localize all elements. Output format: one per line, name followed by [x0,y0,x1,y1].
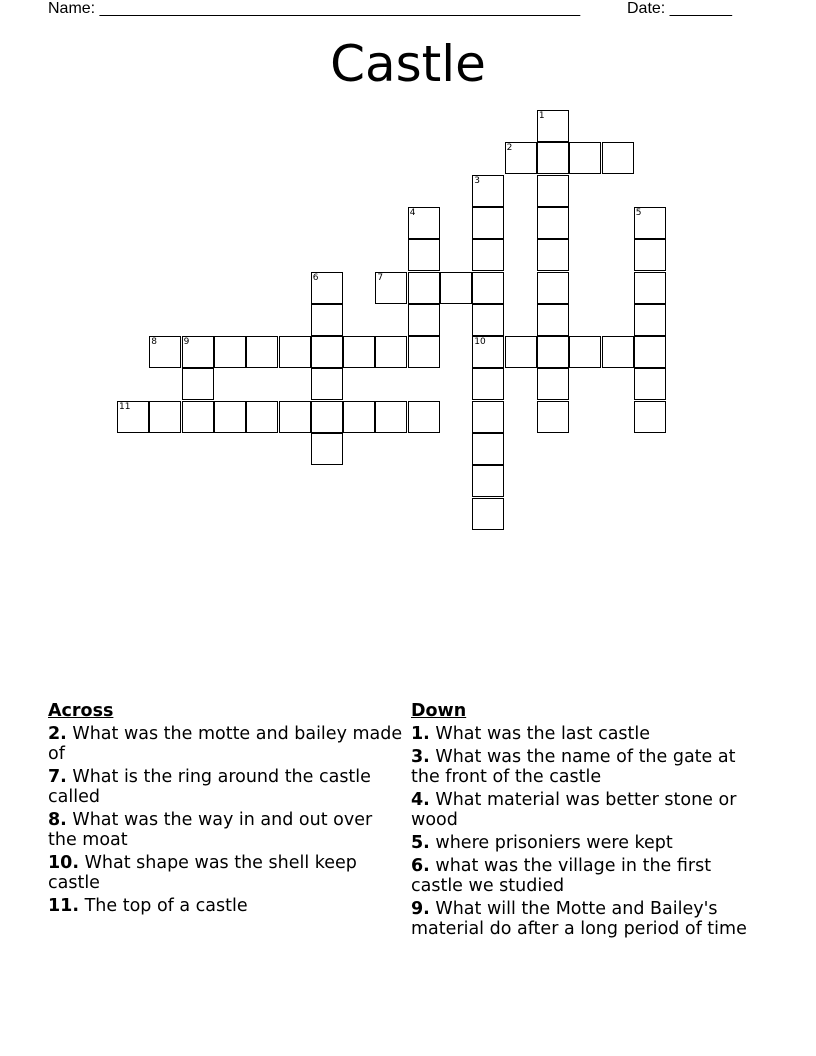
crossword-cell[interactable] [472,401,504,433]
crossword-cell[interactable] [279,336,311,368]
clue-text: What was the name of the gate at the front of the castle [411,747,736,787]
clue-text: What shape was the shell keep castle [48,853,357,893]
down-clue [411,790,766,830]
crossword-cell[interactable] [149,401,181,433]
crossword-cell[interactable] [472,272,504,304]
clue-number-label: 7 [377,272,384,283]
crossword-cell[interactable] [537,142,569,174]
clue-number: 11. [48,896,80,916]
across-clues [48,701,403,919]
clue-text: What is the ring around the castle called [48,767,371,807]
crossword-cell[interactable] [634,272,666,304]
crossword-cell[interactable] [634,239,666,271]
crossword-cell[interactable] [408,239,440,271]
across-clue [48,810,403,850]
name-line[interactable]: ______________________________________________________ [99,0,581,17]
crossword-cell[interactable] [602,142,634,174]
crossword-cell[interactable] [246,401,278,433]
clue-number-label: 9 [183,337,190,348]
clue-number: 6. [411,856,430,876]
date-label: Date: [627,0,666,17]
crossword-cell[interactable] [311,304,343,336]
crossword-cell[interactable] [246,336,278,368]
crossword-cell[interactable] [634,336,666,368]
crossword-cell[interactable] [472,368,504,400]
clue-number-label: 8 [151,337,158,348]
crossword-cell[interactable] [408,304,440,336]
clue-text: What was the way in and out over the moat [48,810,373,850]
clue-text: What material was better stone or wood [411,790,737,830]
clue-number-label: 10 [474,337,486,348]
crossword-cell[interactable] [634,368,666,400]
clue-text: what was the village in the first castle we studied [411,856,712,896]
down-clues [411,701,766,942]
crossword-cell[interactable] [569,142,601,174]
crossword-cell[interactable] [472,207,504,239]
clue-number: 2. [48,724,67,744]
clue-number-label: 4 [409,207,416,218]
crossword-cell[interactable] [343,401,375,433]
down-clue [411,833,766,853]
crossword-cell[interactable] [343,336,375,368]
crossword-cell[interactable] [472,433,504,465]
clue-text: What was the last castle [435,724,651,744]
clue-number-label: 2 [506,143,513,154]
crossword-cell[interactable] [279,401,311,433]
clue-number: 3. [411,747,430,767]
crossword-cell[interactable] [375,401,407,433]
crossword-cell[interactable] [537,272,569,304]
across-clue [48,853,403,893]
crossword-cell[interactable] [634,304,666,336]
clue-number-label: 3 [474,175,481,186]
crossword-cell[interactable] [214,336,246,368]
crossword-cell[interactable] [408,272,440,304]
across-clue [48,896,403,916]
crossword-cell[interactable] [537,336,569,368]
crossword-cell[interactable] [537,175,569,207]
date-line[interactable]: _______ [669,0,732,17]
crossword-cell[interactable] [472,465,504,497]
crossword-cell[interactable] [602,336,634,368]
crossword-cell[interactable] [375,336,407,368]
crossword-cell[interactable] [311,433,343,465]
clue-text: What was the motte and bailey made of [48,724,403,764]
clue-number: 8. [48,810,67,830]
crossword-cell[interactable] [537,401,569,433]
clue-text: The top of a castle [84,896,248,916]
clue-number: 9. [411,899,430,919]
crossword-cell[interactable] [472,239,504,271]
name-label: Name: [48,0,96,17]
clue-number-label: 1 [538,111,545,121]
down-clue [411,747,766,787]
crossword-cell[interactable] [537,207,569,239]
clue-number: 7. [48,767,67,787]
crossword-cell[interactable] [214,401,246,433]
crossword-cell[interactable] [569,336,601,368]
down-clue [411,724,766,744]
clue-number: 5. [411,833,430,853]
crossword-cell[interactable] [182,401,214,433]
crossword-cell[interactable] [440,272,472,304]
down-clue [411,899,766,939]
crossword-cell[interactable] [408,401,440,433]
page-title: Castle [330,35,486,93]
crossword-cell[interactable] [472,304,504,336]
crossword-cell[interactable] [634,401,666,433]
crossword-cell[interactable] [505,336,537,368]
clue-text: where prisoniers were kept [435,833,673,853]
crossword-cell[interactable] [537,239,569,271]
crossword-cell[interactable] [311,368,343,400]
down-heading: Down [411,701,467,721]
clue-number-label: 5 [635,207,642,218]
crossword-cell[interactable] [311,401,343,433]
clue-number: 4. [411,790,430,810]
clue-number-label: 11 [119,401,131,412]
across-clue [48,724,403,764]
crossword-cell[interactable] [537,304,569,336]
crossword-cell[interactable] [311,336,343,368]
down-clue [411,856,766,896]
across-heading: Across [48,701,114,721]
clue-number: 1. [411,724,430,744]
crossword-cell[interactable] [537,368,569,400]
crossword-cell[interactable] [472,498,504,530]
clue-text: What will the Motte and Bailey's material do after a long period of time [411,899,747,939]
crossword-cell[interactable] [182,368,214,400]
clue-number: 10. [48,853,80,873]
across-clue [48,767,403,807]
crossword-cell[interactable] [408,336,440,368]
clue-number-label: 6 [312,272,319,283]
